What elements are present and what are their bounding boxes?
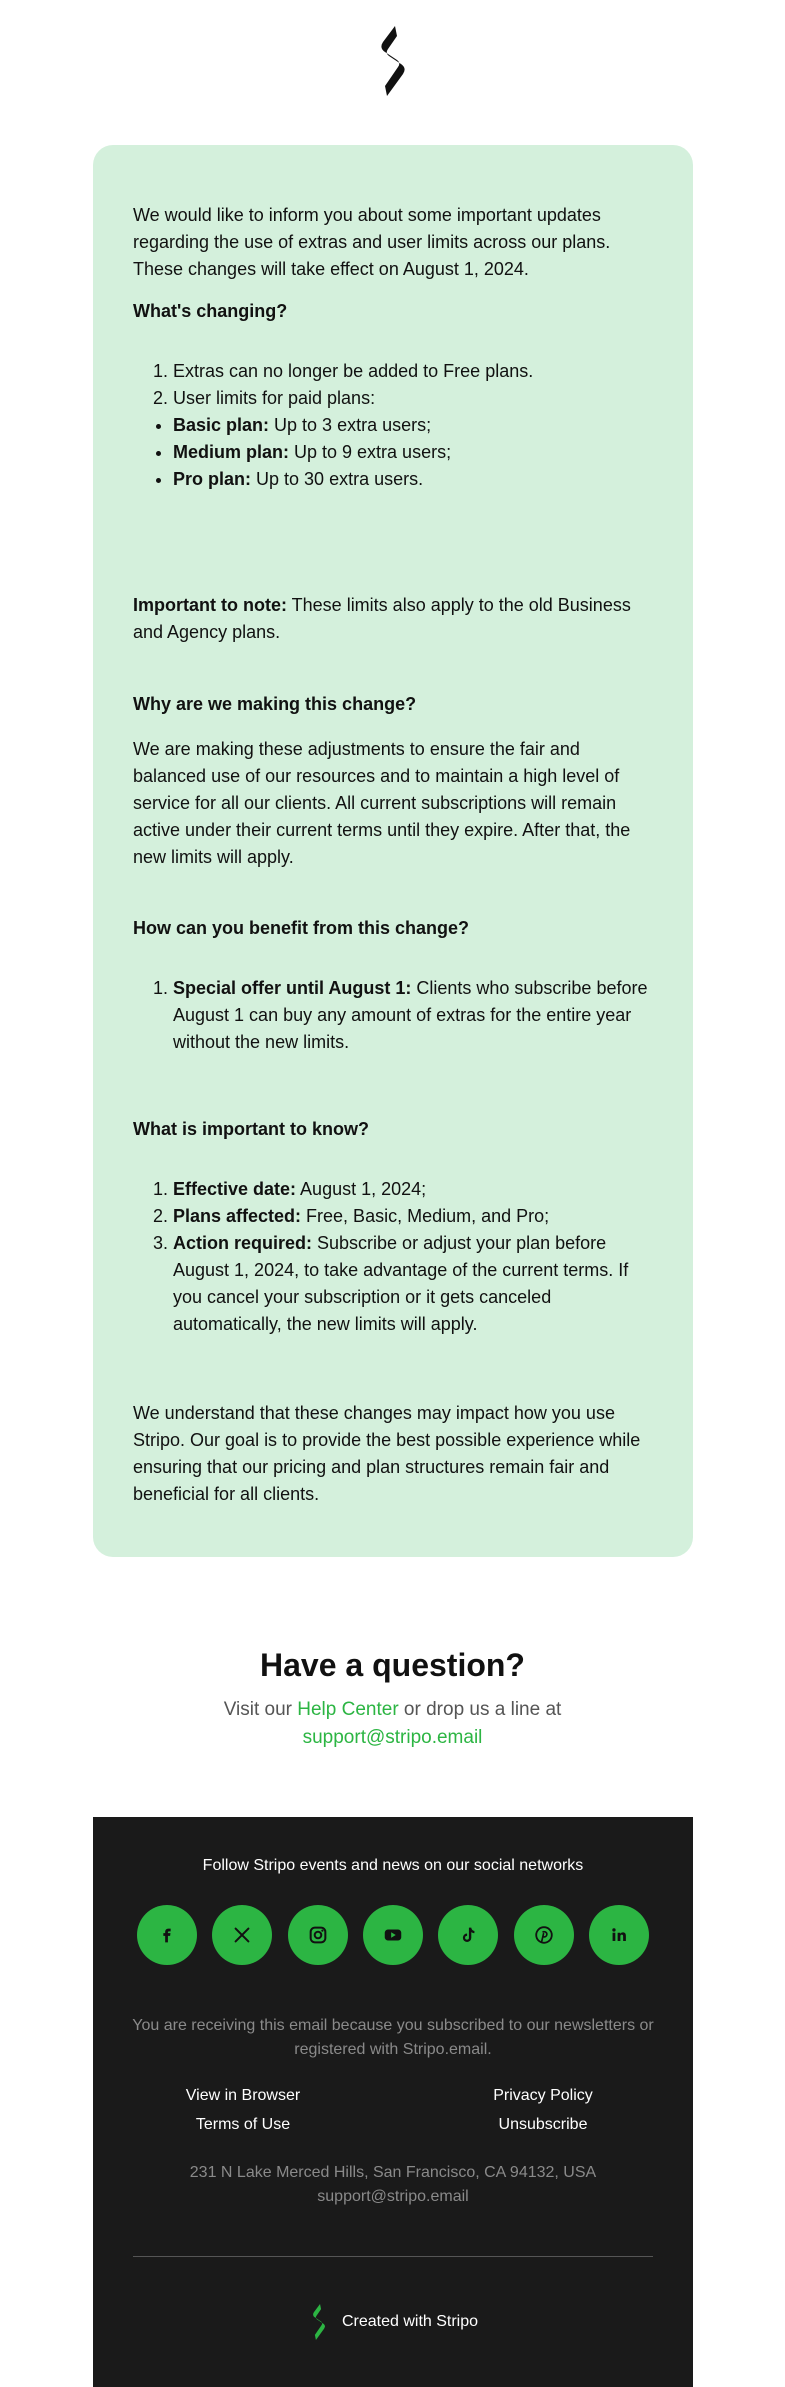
help-center-link[interactable]: Help Center	[297, 1699, 399, 1720]
announcement-card	[93, 145, 693, 1557]
list-item: 1. Extras can no longer be added to Free plans.	[173, 358, 657, 385]
created-with-label: Created with Stripo	[341, 2313, 479, 2330]
list-item: 2. User limits for paid plans:	[173, 385, 657, 412]
stripo-logo-icon[interactable]	[373, 24, 413, 98]
plan-limit: Up to 30 extra users.	[251, 469, 424, 489]
know-text: Subscribe or adjust your plan before August 1, 2024, to take advantage of the current terms. If you cancel your subscription or it gets canceled automatically, the new limits will apply.	[173, 1233, 629, 1334]
question-text	[0, 1696, 785, 1752]
facebook-icon[interactable]	[137, 1905, 197, 1965]
unsubscribe-link[interactable]: Unsubscribe	[498, 2116, 588, 2133]
changing-list	[133, 358, 657, 412]
instagram-icon[interactable]	[288, 1905, 348, 1965]
stripo-logo-icon	[308, 2303, 330, 2341]
know-list	[133, 1176, 657, 1338]
know-text: Free, Basic, Medium, and Pro;	[301, 1206, 550, 1226]
pinterest-icon[interactable]	[514, 1905, 574, 1965]
plans-list	[133, 412, 657, 493]
plan-name: Basic plan:	[173, 415, 270, 435]
list-item	[173, 1230, 657, 1338]
youtube-icon[interactable]	[363, 1905, 423, 1965]
offer-text: Clients who subscribe before August 1 can buy any amount of extras for the entire year without the new limits.	[173, 978, 648, 1052]
list-item	[173, 975, 657, 1056]
address-line: 231 N Lake Merced Hills, San Francisco, CA 94132, USA	[189, 2164, 597, 2181]
know-text: August 1, 2024;	[296, 1179, 427, 1199]
plan-limit: Up to 9 extra users;	[289, 442, 452, 462]
note-text: These limits also apply to the old Business and Agency plans.	[133, 595, 631, 642]
closing-text: We understand that these changes may impact how you use Stripo. Our goal is to provide the best possible experience while ensuring that our pricing and plan structures remain fair and beneficial for all clients.	[133, 1403, 641, 1504]
list-item	[173, 1176, 657, 1203]
x-icon[interactable]	[212, 1905, 272, 1965]
company-address	[93, 2161, 693, 2209]
list-item	[173, 1203, 657, 1230]
support-email-link[interactable]: support@stripo.email	[302, 1727, 483, 1748]
important-note	[133, 592, 657, 646]
question-pre: Visit our	[223, 1699, 298, 1720]
offer-label: Special offer until August 1:	[173, 978, 412, 998]
know-heading: What is important to know?	[133, 1119, 369, 1139]
note-label: Important to note:	[133, 595, 287, 615]
social-links	[137, 1905, 649, 1965]
why-heading: Why are we making this change?	[133, 694, 417, 714]
follow-text: Follow Stripo events and news on our social networks	[202, 1857, 584, 1874]
plan-name: Pro plan:	[173, 469, 252, 489]
plan-limit: Up to 3 extra users;	[269, 415, 432, 435]
know-label: Action required:	[173, 1233, 313, 1253]
privacy-policy-link[interactable]: Privacy Policy	[493, 2087, 593, 2104]
terms-of-use-link[interactable]: Terms of Use	[195, 2116, 291, 2133]
list-item	[173, 412, 657, 439]
benefit-heading: How can you benefit from this change?	[133, 918, 470, 938]
plan-name: Medium plan:	[173, 442, 289, 462]
benefit-list	[133, 975, 657, 1056]
know-label: Effective date:	[173, 1179, 297, 1199]
footer	[93, 1817, 693, 2387]
footer-divider	[133, 2256, 653, 2257]
linkedin-icon[interactable]	[589, 1905, 649, 1965]
question-title: Have a question?	[260, 1647, 525, 1683]
changing-heading: What's changing?	[133, 301, 288, 321]
created-with-stripo[interactable]	[93, 2303, 693, 2341]
tiktok-icon[interactable]	[438, 1905, 498, 1965]
know-label: Plans affected:	[173, 1206, 302, 1226]
list-item	[173, 439, 657, 466]
subscription-note: You are receiving this email because you subscribed to our newsletters or registered with Stripo.email.	[132, 2017, 654, 2058]
list-item	[173, 466, 657, 493]
intro-text: We would like to inform you about some important updates regarding the use of extras and user limits across our plans. These changes will take effect on August 1, 2024.	[133, 205, 611, 279]
why-text: We are making these adjustments to ensure the fair and balanced use of our resources and to maintain a high level of service for all our clients. All current subscriptions will remain active under their current terms until they expire. After that, the new limits will apply.	[133, 739, 631, 867]
view-in-browser-link[interactable]: View in Browser	[185, 2087, 301, 2104]
question-mid: or drop us a line at	[398, 1699, 562, 1720]
address-email: support@stripo.email	[317, 2188, 469, 2205]
